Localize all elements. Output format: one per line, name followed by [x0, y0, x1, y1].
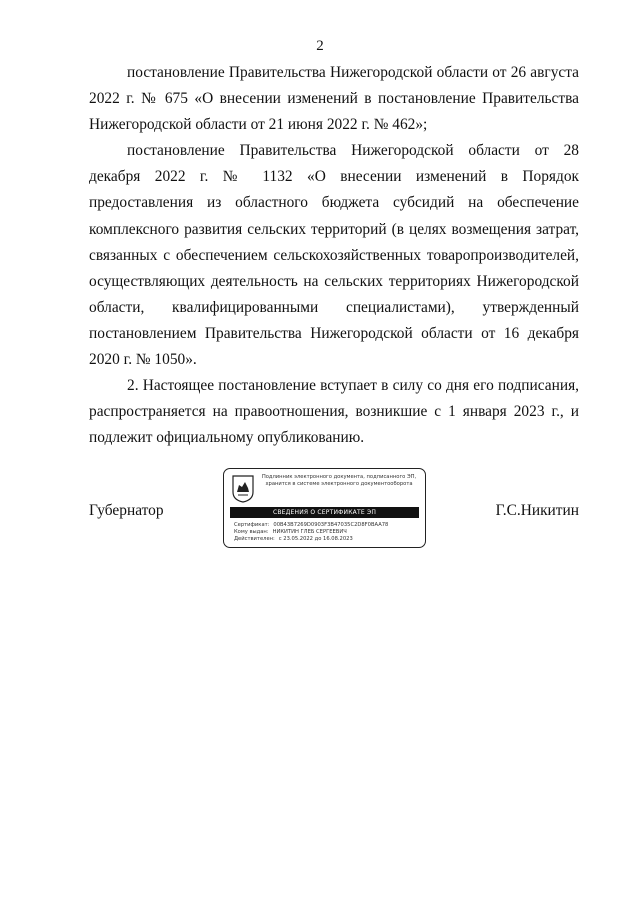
- issued-to-value: НИКИТИН ГЛЕБ СЕРГЕЕВИЧ: [272, 529, 347, 535]
- signature-block: [89, 468, 579, 552]
- issued-to-label: Кому выдан:: [234, 529, 269, 535]
- stamp-notice: Подлинник электронного документа, подписанного ЭП, хранится в системе электронного документооборота: [261, 474, 417, 487]
- stamp-banner: СВЕДЕНИЯ О СЕРТИФИКАТЕ ЭП: [230, 507, 419, 518]
- paragraph-effective-date: 2. Настоящее постановление вступает в силу со дня его подписания, распространяется на правоотношения, возникшие с 1 января 2023 г., и подлежит официальному опубликованию.: [89, 377, 579, 447]
- coat-of-arms-icon: [232, 475, 254, 503]
- stamp-validity-row: [234, 536, 388, 543]
- stamp-certificate-row: [234, 522, 388, 529]
- signer-name: Г.С.Никитин: [495, 502, 579, 519]
- certificate-value: 00B43B7269D0903F3B47035C2D8F0BAA78: [273, 522, 389, 528]
- paragraph-resolution-675: постановление Правительства Нижегородской области от 26 августа 2022 г. № 675 «О внесении изменений в постановление Правительства Нижегородской области от 21 июня 2022 г. № 462»;: [89, 64, 579, 134]
- stamp-details: [234, 522, 388, 543]
- certificate-label: Сертификат:: [234, 522, 270, 528]
- valid-value: с 23.05.2022 до 16.08.2023: [278, 536, 353, 542]
- signer-title: Губернатор: [89, 502, 164, 519]
- document-body: [89, 60, 579, 451]
- page-number: 2: [316, 38, 324, 54]
- stamp-owner-row: [234, 529, 388, 536]
- paragraph-resolution-1132: постановление Правительства Нижегородской области от 28 декабря 2022 г. № 1132 «О внесении изменений в Порядок предоставления из областного бюджета субсидий на обеспечение комплексного развития сельских территорий (в целях возмещения затрат, связанных с обеспечением сельскохозяйственных товаропроизводителей, осуществляющих деятельность на сельских территориях Нижегородской области, квалифицированными специалистами), утвержденный постановлением Правительства Нижегородской области от 16 декабря 2020 г. № 1050».: [89, 142, 579, 369]
- electronic-signature-stamp: [223, 468, 426, 548]
- valid-label: Действителен:: [234, 536, 275, 542]
